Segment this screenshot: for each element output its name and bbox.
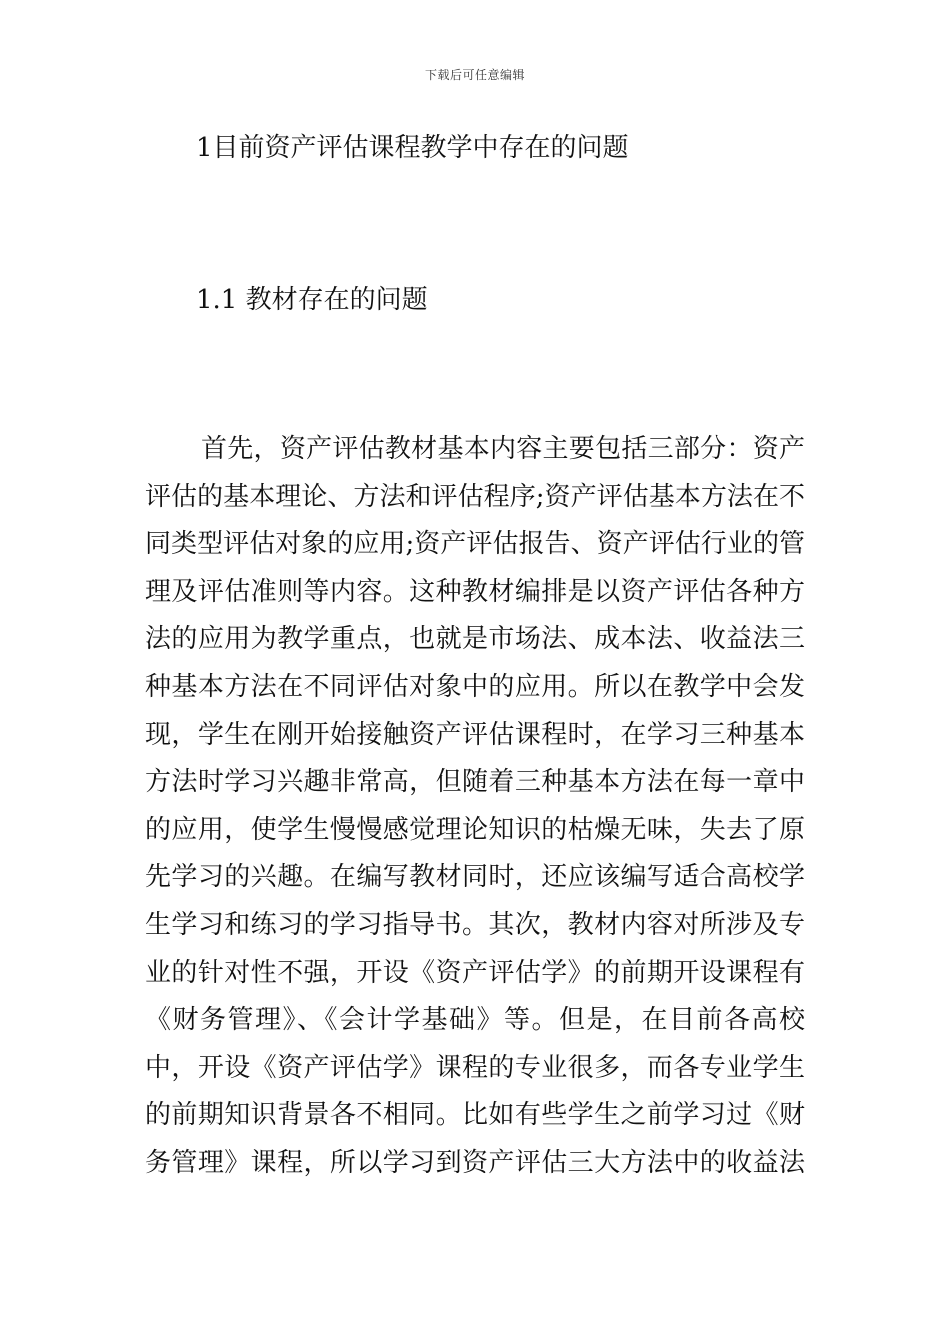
section-heading: 1目前资产评估课程教学中存在的问题 (196, 133, 629, 163)
paragraph-line: 先学习的兴趣。在编写教材同时，还应该编写适合高校学 (145, 862, 805, 893)
paragraph-line: 理及评估准则等内容。这种教材编排是以资产评估各种方 (145, 576, 805, 607)
paragraph-line: 首先，资产评估教材基本内容主要包括三部分：资产 (201, 434, 805, 464)
paragraph-line: 生学习和练习的学习指导书。其次，教材内容对所涉及专 (145, 909, 805, 940)
paragraph-line: 《财务管理》、《会计学基础》等。但是，在目前各高校 (145, 1005, 805, 1036)
subsection-heading: 1.1 教材存在的问题 (196, 285, 428, 315)
paragraph-line: 同类型评估对象的应用;资产评估报告、资产评估行业的管 (145, 529, 805, 560)
paragraph-line: 现，学生在刚开始接触资产评估课程时，在学习三种基本 (145, 719, 805, 750)
paragraph-line: 评估的基本理论、方法和评估程序;资产评估基本方法在不 (145, 481, 805, 512)
body-paragraph (145, 426, 805, 1188)
header-note: 下载后可任意编辑 (424, 68, 525, 82)
paragraph-line: 业的针对性不强，开设《资产评估学》的前期开设课程有 (145, 957, 805, 988)
paragraph-line: 种基本方法在不同评估对象中的应用。所以在教学中会发 (145, 671, 805, 702)
paragraph-line: 方法时学习兴趣非常高，但随着三种基本方法在每一章中 (145, 767, 805, 798)
paragraph-line: 的前期知识背景各不相同。比如有些学生之前学习过《财 (145, 1100, 805, 1131)
paragraph-line: 的应用，使学生慢慢感觉理论知识的枯燥无味，失去了原 (145, 814, 805, 845)
paragraph-line: 法的应用为教学重点，也就是市场法、成本法、收益法三 (145, 624, 805, 655)
paragraph-line: 中，开设《资产评估学》课程的专业很多，而各专业学生 (145, 1052, 805, 1083)
paragraph-line: 务管理》课程，所以学习到资产评估三大方法中的收益法 (145, 1147, 805, 1178)
